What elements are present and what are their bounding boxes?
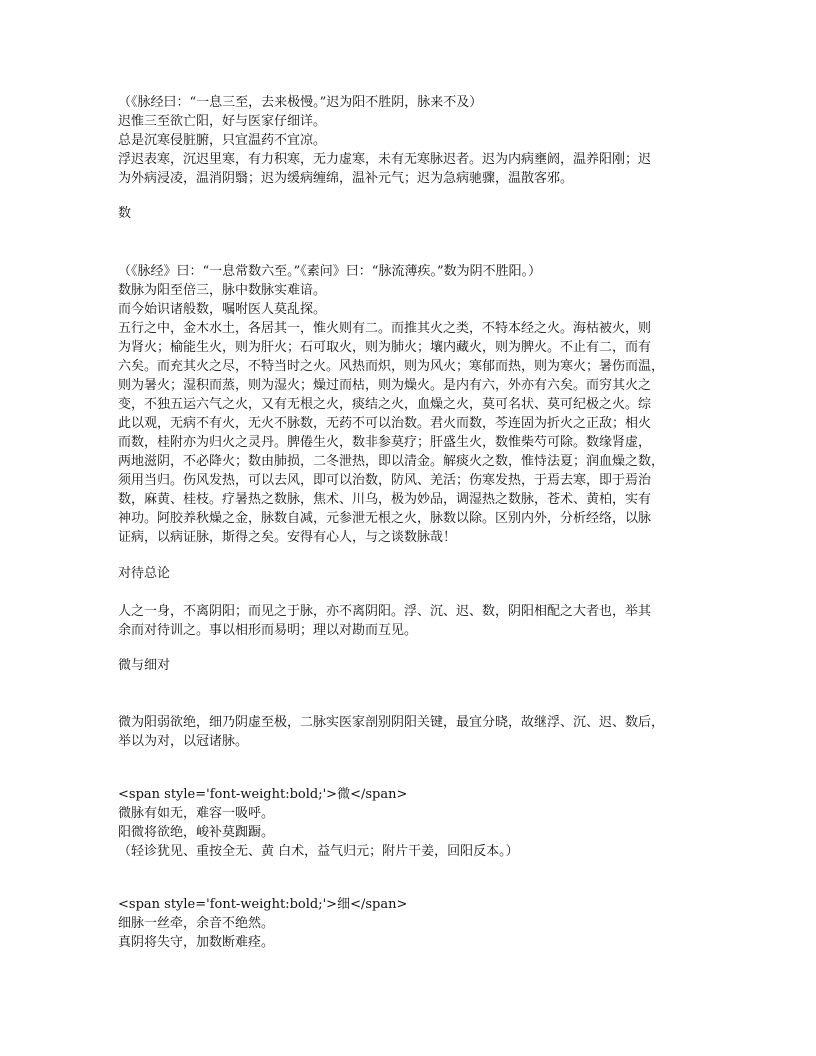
text-line: 阳微将欲绝，峻补莫踟蹰。 bbox=[118, 825, 275, 840]
text-line: 则为暑火；湿积而蒸，则为湿火；燥过而枯，则为燥火。是内有六，外亦有六矣。而穷其火之 bbox=[118, 378, 652, 393]
text-line: 此以观，无病不有火，无火不脉数，无药不可以治数。君火而数，芩连固为折火之正敌；相火 bbox=[118, 416, 652, 431]
text-line: 细脉一丝牵，余音不绝然。 bbox=[118, 916, 275, 931]
chi-section bbox=[118, 93, 708, 188]
section-heading-shu: 数 bbox=[118, 206, 132, 221]
duidai-section bbox=[118, 602, 708, 640]
weixi-section bbox=[118, 713, 708, 751]
text-line: 为肾火；榆能生火，则为肝火；石可取火，则为肺火；壤内藏火，则为脾火。不止有二，而有 bbox=[118, 340, 652, 355]
raw-markup-line: <span style='font-weight:bold;'>细</span> bbox=[118, 897, 408, 912]
text-line: 真阴将失守，加数断难痊。 bbox=[118, 935, 275, 950]
xi-section bbox=[118, 895, 708, 952]
text-line: 两地滋阴，不必降火；数由肺损，二冬泄热，即以清金。解痰火之数，惟恃法夏；润血燥之数， bbox=[118, 454, 665, 469]
text-line: 六矣。而充其火之尽，不特当时之火。风热而炽，则为风火；寒郁而热，则为寒火；暑伤而温， bbox=[118, 359, 665, 374]
text-line: 证病，以病证脉，斯得之矣。安得有心人，与之谈数脉哉！ bbox=[118, 530, 457, 545]
text-line: （《脉经曰：“一息三至，去来极慢。”迟为阳不胜阴，脉来不及） bbox=[118, 95, 483, 110]
text-line: 五行之中，金木水土，各居其一，惟火则有二。而推其火之类，不特本经之火。海枯被火，则 bbox=[118, 321, 652, 336]
text-line: 为外病浸凌，温消阴翳；迟为缓病缠绵，温补元气；迟为急病驰骤，温散客邪。 bbox=[118, 171, 574, 186]
text-line: （《脉经》曰：“一息常数六至。”《素问》曰：“脉流薄疾。”数为阴不胜阳。） bbox=[118, 264, 542, 279]
text-line: 迟惟三至欲亡阳，好与医家仔细详。 bbox=[118, 114, 327, 129]
text-line: 须用当归。伤风发热，可以去风，即可以治数，防风、羌活；伤寒发热，于焉去寒，即于焉治 bbox=[118, 473, 652, 488]
text-line: 而今始识诸般数，嘱咐医人莫乱探。 bbox=[118, 302, 327, 317]
shu-section bbox=[118, 262, 708, 547]
text-line: （轻诊犹见、重按全无、黄 白术，益气归元；附片干姜，回阳反本。） bbox=[118, 844, 519, 859]
section-heading-weixi: 微与细对 bbox=[118, 658, 171, 673]
text-line: 数，麻黄、桂枝。疗暑热之数脉，焦术、川乌，极为妙品，调湿热之数脉，苍术、黄柏，实有 bbox=[118, 492, 652, 507]
text-line: 浮迟表寒，沉迟里寒，有力积寒，无力虚寒，未有无寒脉迟者。迟为内病壅阏，温养阳刚；迟 bbox=[118, 152, 652, 167]
text-line: 变，不独五运六气之火，又有无根之火，痰结之火，血燥之火，莫可名状、莫可纪极之火。综 bbox=[118, 397, 652, 412]
text-line: 人之一身，不离阴阳；而见之于脉，亦不离阴阳。浮、沉、迟、数，阴阳相配之大者也，举其 bbox=[118, 604, 652, 619]
text-line: 微脉有如无，难容一吸呼。 bbox=[118, 806, 275, 821]
text-line: 举以为对，以冠诸脉。 bbox=[118, 734, 249, 749]
wei-section bbox=[118, 785, 708, 861]
section-heading-duidai: 对待总论 bbox=[118, 566, 171, 581]
text-line: 余而对待训之。事以相形而易明；理以对勘而互见。 bbox=[118, 623, 418, 638]
text-line: 数脉为阳至倍三，脉中数脉实难谙。 bbox=[118, 283, 327, 298]
text-line: 神功。阿胶养秋燥之金，脉数自减，元参泄无根之火，脉数以除。区别内外，分析经络，以脉 bbox=[118, 511, 652, 526]
raw-markup-line: <span style='font-weight:bold;'>微</span> bbox=[118, 787, 408, 802]
text-line: 微为阳弱欲绝，细乃阴虚至极，二脉实医家剖别阴阳关键，最宜分晓，故继浮、沉、迟、数后， bbox=[118, 715, 665, 730]
text-line: 总是沉寒侵脏腑，只宜温药不宜凉。 bbox=[118, 133, 327, 148]
text-line: 而数，桂附亦为归火之灵丹。脾倦生火，数非参莫疗；肝盛生火，数惟柴芍可除。数缘肾虚， bbox=[118, 435, 652, 450]
